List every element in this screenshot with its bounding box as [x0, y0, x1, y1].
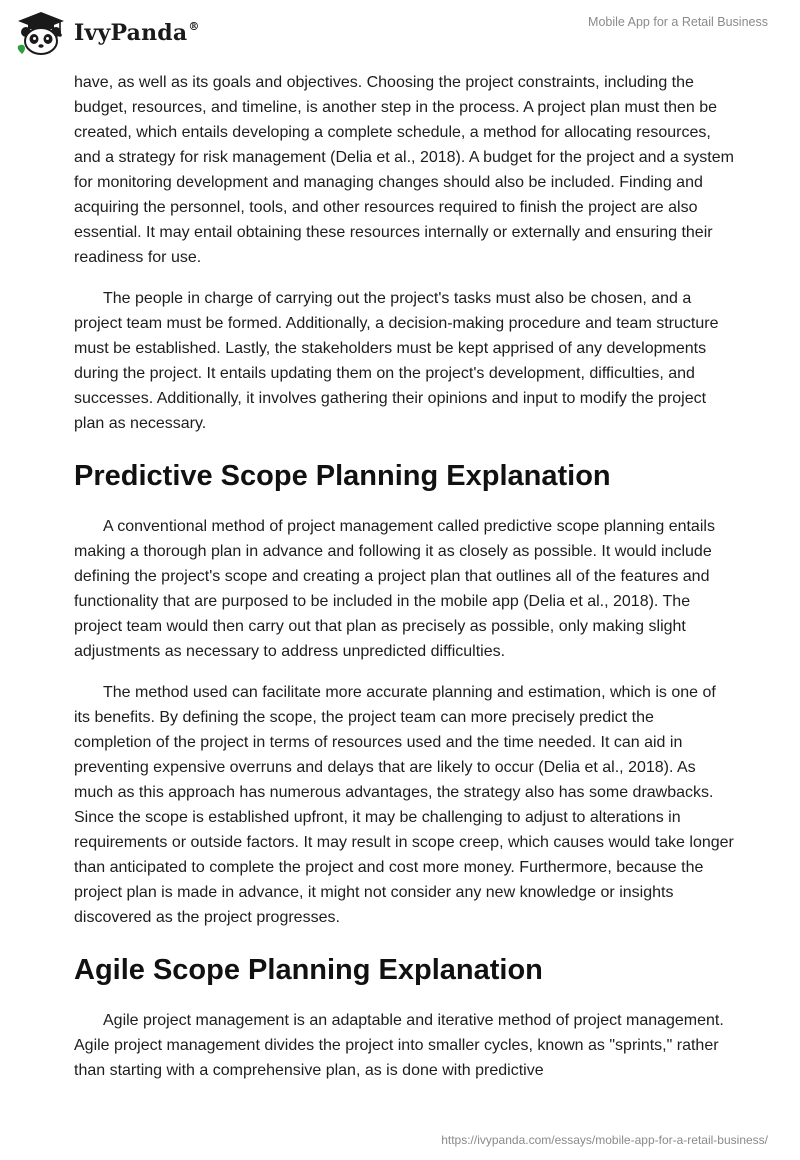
essay-content [74, 70, 734, 1099]
paragraph: A conventional method of project management called predictive scope planning entails making a thorough plan in advance and following it as closely as possible. It would include defining the project's scope and creating a project plan that outlines all of the features and functionality that are purposed to be included in the mobile app (Delia et al., 2018). The project team would then carry out that plan as precisely as possible, only making slight adjustments as necessary to address unpredicted difficulties. [74, 518, 715, 660]
page-header [0, 0, 800, 64]
paragraph: The people in charge of carrying out the project's tasks must also be chosen, and a project team must be formed. Additionally, a decision-making procedure and team structure must be established. Lastly, the stakeholders must be kept apprised of any developments during the project. It entails updating them on the project's development, difficulties, and successes. Additionally, it involves gathering their opinions and input to modify the project plan as necessary. [74, 290, 719, 432]
paragraph: Agile project management is an adaptable and iterative method of project management. Agile project management divides the project into smaller cycles, known as "sprints," rather than starting with a comprehensive plan, as is done with predictive [74, 1012, 724, 1079]
document-title: Mobile App for a Retail Business [588, 15, 768, 29]
paragraph: have, as well as its goals and objectives. Choosing the project constraints, including the budget, resources, and timeline, is another step in the process. A project plan must then be created, which entails developing a complete schedule, a method for allocating resources, and a strategy for risk management (Delia et al., 2018). A budget for the project and a system for monitoring development and managing changes should also be included. Finding and acquiring the personnel, tools, and other resources required to finish the project are also essential. It may entail obtaining these resources internally or externally and ensuring their readiness for use. [74, 74, 734, 266]
section-heading: Predictive Scope Planning Explanation [74, 460, 611, 492]
brand-name: IvyPanda® [74, 20, 200, 46]
panda-icon [14, 10, 68, 56]
ivypanda-logo[interactable] [14, 10, 200, 56]
source-url[interactable]: https://ivypanda.com/essays/mobile-app-for-a-retail-business/ [441, 1133, 768, 1147]
paragraph: The method used can facilitate more accurate planning and estimation, which is one of its benefits. By defining the scope, the project team can more precisely predict the completion of the project in terms of resources used and the time needed. It can aid in preventing expensive overruns and delays that are likely to occur (Delia et al., 2018). As much as this approach has numerous advantages, the strategy also has some drawbacks. Since the scope is established upfront, it may be challenging to adjust to alterations in requirements or outside factors. It may result in scope creep, which causes would take longer than anticipated to complete the project and cost more money. Furthermore, because the project plan is made in advance, it might not consider any new knowledge or insights discovered as the project progresses. [74, 684, 734, 926]
section-heading: Agile Scope Planning Explanation [74, 954, 543, 986]
